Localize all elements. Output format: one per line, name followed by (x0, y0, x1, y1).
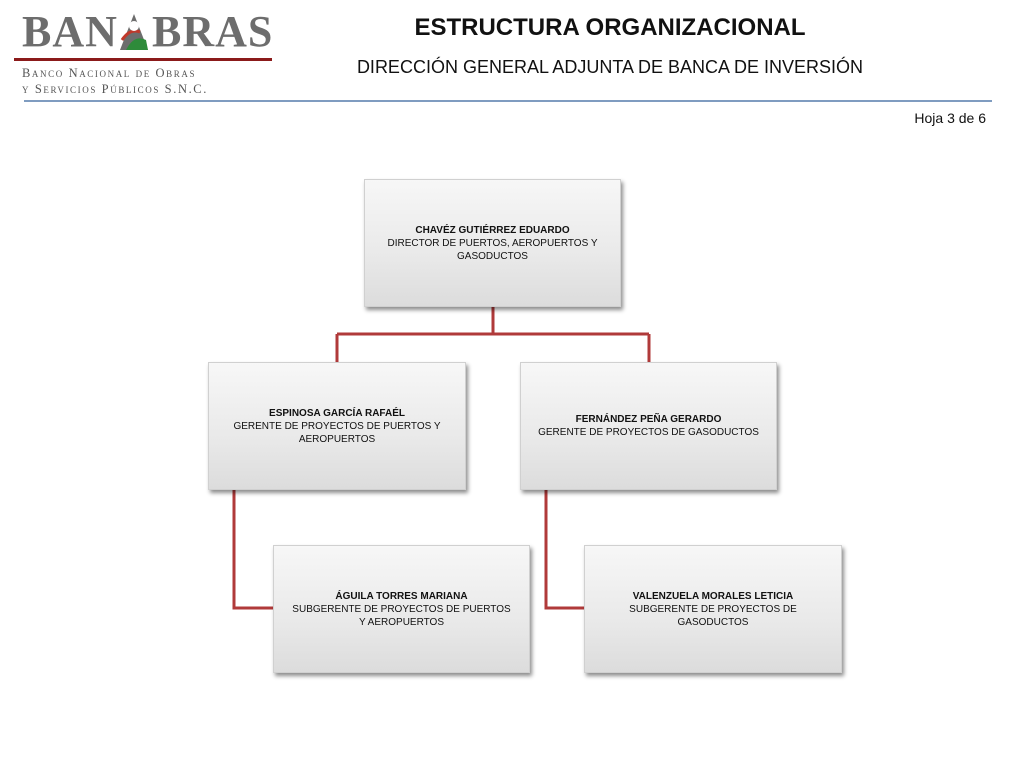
page-number: Hoja 3 de 6 (914, 110, 986, 126)
director-role: DIRECTOR DE PUERTOS, AEROPUERTOS Y GASODUCTOS (387, 237, 598, 262)
logo-wordmark-right: BRAS (152, 7, 274, 56)
subgerente-ports-name: ÁGUILA TORRES MARIANA (335, 590, 468, 602)
page-title: ESTRUCTURA ORGANIZACIONAL (414, 14, 806, 41)
subgerente-pipelines-role: SUBGERENTE DE PROYECTOS DE GASODUCTOS (629, 603, 797, 628)
org-box-manager-pipelines (520, 362, 777, 490)
logo-wordmark-left: BAN (22, 7, 118, 56)
manager-pipelines-role: GERENTE DE PROYECTOS DE GASODUCTOS (538, 427, 759, 438)
connector-ports-to-subgerente (234, 490, 273, 608)
org-box-director (364, 179, 621, 307)
manager-ports-name: ESPINOSA GARCÍA RAFAÉL (269, 407, 405, 419)
subgerente-pipelines-name: VALENZUELA MORALES LETICIA (632, 590, 794, 602)
page-subtitle: DIRECCIÓN GENERAL ADJUNTA DE BANCA DE INVERSIÓN (356, 57, 864, 77)
director-name: CHAVÉZ GUTIÉRREZ EDUARDO (415, 224, 570, 236)
org-box-subgerente-pipelines (584, 545, 842, 673)
logo-subtitle-line2: y Servicios Públicos S.N.C. (22, 82, 208, 96)
org-box-manager-ports (208, 362, 466, 490)
manager-ports-role: GERENTE DE PROYECTOS DE PUERTOS Y AEROPUERTOS (233, 420, 441, 445)
connector-pipelines-to-subgerente (546, 490, 584, 608)
logo-subtitle-line1: Banco Nacional de Obras (22, 66, 197, 80)
subgerente-ports-role: SUBGERENTE DE PROYECTOS DE PUERTOS Y AEROPUERTOS (292, 603, 511, 628)
org-box-subgerente-ports (273, 545, 530, 673)
manager-pipelines-name: FERNÁNDEZ PEÑA GERARDO (575, 414, 722, 425)
